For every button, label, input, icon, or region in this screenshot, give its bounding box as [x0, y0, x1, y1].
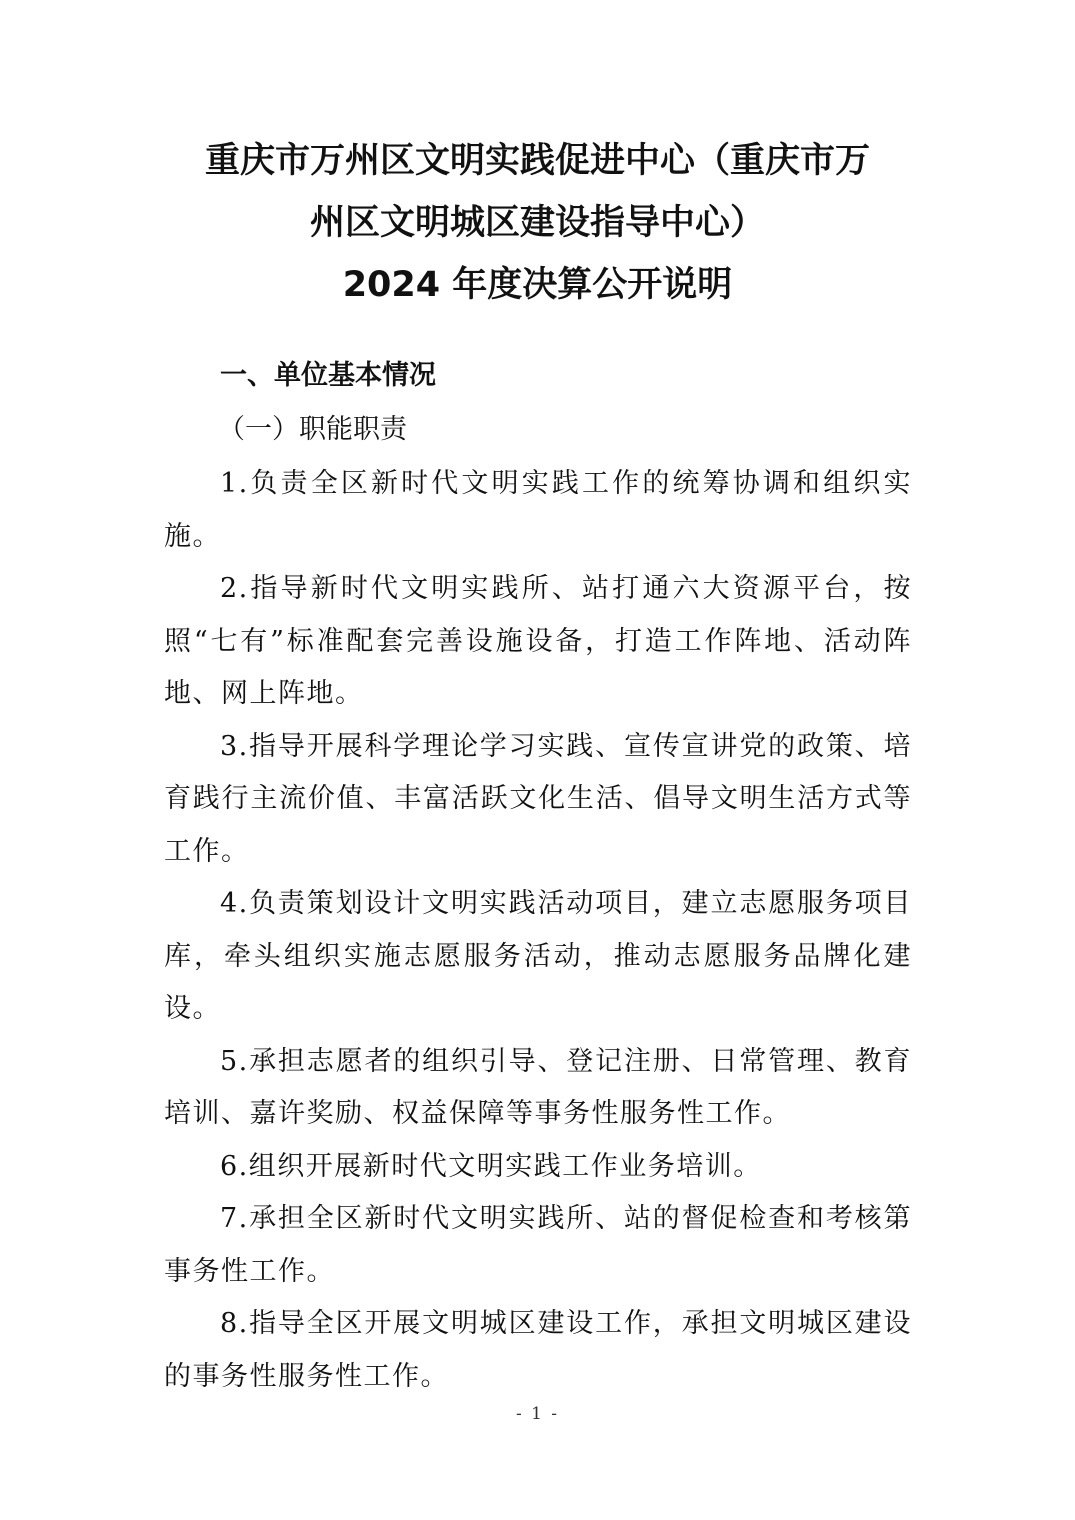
duty-paragraph-1: 1.负责全区新时代文明实践工作的统筹协调和组织实施。 — [164, 468, 912, 552]
duty-paragraph-5: 5.承担志愿者的组织引导、登记注册、日常管理、教育培训、嘉许奖励、权益保障等事务性服务性工作。 — [164, 1045, 912, 1129]
duty-paragraph-3: 3.指导开展科学理论学习实践、宣传宣讲党的政策、培育践行主流价值、丰富活跃文化生活、倡导文明生活方式等工作。 — [164, 730, 912, 867]
duty-paragraph-2: 2.指导新时代文明实践所、站打通六大资源平台，按照“七有”标准配套完善设施设备，打造工作阵地、活动阵地、网上阵地。 — [164, 573, 912, 709]
title-line-2: 州区文明城区建设指导中心） — [309, 203, 765, 243]
duties-list — [164, 458, 912, 1403]
duty-paragraph-7: 7.承担全区新时代文明实践所、站的督促检查和考核第事务性工作。 — [164, 1203, 912, 1287]
document-title — [120, 130, 955, 316]
page-number: - 1 - — [515, 1404, 560, 1424]
title-line-1: 重庆市万州区文明实践促进中心（重庆市万 — [204, 141, 870, 181]
duty-paragraph-6: 6.组织开展新时代文明实践工作业务培训。 — [220, 1150, 762, 1182]
duty-paragraph-8: 8.指导全区开展文明城区建设工作，承担文明城区建设的事务性服务性工作。 — [164, 1308, 912, 1392]
title-line-3: 2024 年度决算公开说明 — [342, 265, 733, 305]
subsection-heading: （一）职能职责 — [218, 414, 407, 445]
section-heading: 一、单位基本情况 — [220, 360, 436, 391]
duty-paragraph-4: 4.负责策划设计文明实践活动项目，建立志愿服务项目库，牵头组织实施志愿服务活动，推动志愿服务品牌化建设。 — [164, 888, 912, 1024]
